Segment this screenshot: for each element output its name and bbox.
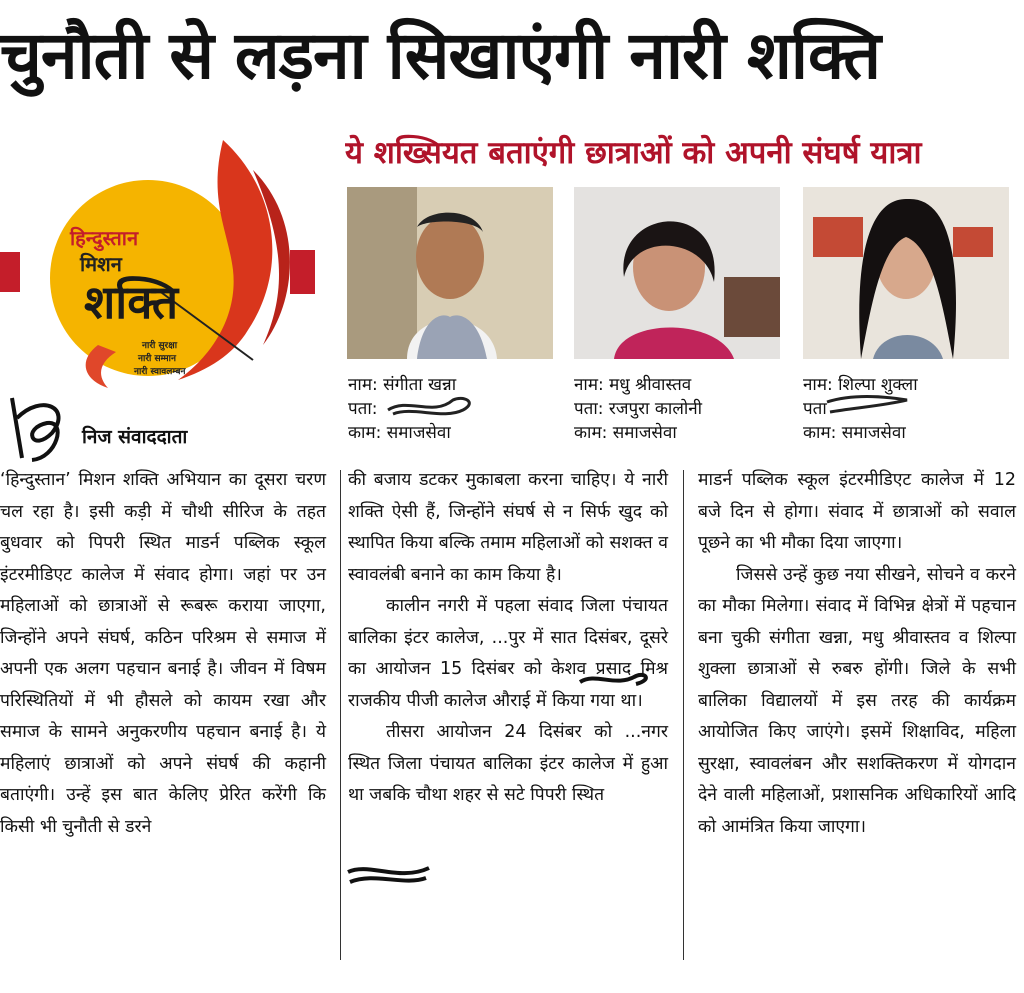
photo-profile-1 — [347, 187, 553, 359]
profile-work: काम: समाजसेवा — [348, 423, 451, 443]
redaction-scribble — [344, 860, 434, 890]
profile-address: पता — [803, 399, 827, 419]
logo-tagline-3: नारी स्वावलम्बन — [134, 367, 186, 377]
photo-profile-3 — [803, 187, 1009, 359]
mission-shakti-logo — [38, 130, 318, 390]
article-paragraph: माडर्न पब्लिक स्कूल इंटरमीडिएट कालेज में 12 बजे दिन से होगा। संवाद में छात्राओं को सवाल पूछने का भी मौका दिया जाएगा। — [698, 470, 1016, 553]
subheadline: ये शख्सियत बताएंगी छात्राओं को अपनी संघर्ष यात्रा — [345, 135, 922, 171]
redaction-scribble — [383, 392, 483, 422]
column-divider — [340, 470, 341, 960]
photo-profile-2 — [574, 187, 780, 359]
logo-shakti: शक्ति — [84, 275, 179, 329]
article-column-2 — [348, 465, 668, 812]
article-column-3 — [698, 465, 1016, 843]
profile-name: नाम: संगीता खन्ना — [348, 375, 457, 395]
profile-work: काम: समाजसेवा — [803, 423, 906, 443]
column-divider — [683, 470, 684, 960]
redaction-scribble — [822, 392, 912, 420]
caption-profile-2 — [574, 373, 702, 445]
byline: निज संवाददाता — [82, 426, 188, 448]
headline: चुनौती से लड़ना सिखाएंगी नारी शक्ति — [0, 17, 880, 94]
profile-address: पता: — [348, 399, 378, 419]
profile-name: नाम: मधु श्रीवास्तव — [574, 375, 692, 395]
profile-work: काम: समाजसेवा — [574, 423, 677, 443]
article-paragraph: की बजाय डटकर मुकाबला करना चाहिए। ये नारी शक्ति ऐसी हैं, जिन्होंने संघर्ष से न सिर्फ खुद को स्थापित किया बल्कि तमाम महिलाओं को सशक्त व स्वावलंबी बनाने का काम किया है। — [348, 470, 668, 585]
article-paragraph: तीसरा आयोजन 24 दिसंबर को ...नगर स्थित जिला पंचायत बालिका इंटर कालेज में हुआ था जबकि चौथा शहर से सटे पिपरी स्थित — [348, 722, 668, 805]
logo-mission: मिशन — [80, 252, 122, 276]
article-paragraph: ‘हिन्दुस्तान’ मिशन शक्ति अभियान का दूसरा चरण चल रहा है। इसी कड़ी में चौथी सीरिज के तहत बुधवार को पिपरी स्थित माडर्न पब्लिक स्कूल इंटरमीडिएट कालेज में संवाद होगा। जहां पर उन महिलाओं को छात्राओं से रूबरू कराया जाएगा, जिन्होंने अपने संघर्ष, कठिन परिश्रम से समाज में अपनी एक अलग पहचान बनाई है। जीवन में विषम परिस्थितियों में भी हौसले को कायम रखा और समाज के सामने अनुकरणीय पहचान बनाई है। ये महिलाएं छात्राओं को अपने संघर्ष की कहानी बताएंगी। उन्हें इस बात केलिए प्रेरित करेंगी कि किसी भी चुनौती से डरने — [0, 470, 326, 837]
logo-brand: हिन्दुस्तान — [70, 226, 139, 250]
article-paragraph: कालीन नगरी में पहला संवाद जिला पंचायत बालिका इंटर कालेज, ...पुर में सात दिसंबर, दूसरे का आयोजन 15 दिसंबर को केशव प्रसाद मिश्र राजकीय पीजी कालेज औराई में किया गया था। — [348, 596, 668, 711]
article-paragraph: जिससे उन्हें कुछ नया सीखने, सोचने व करने का मौका मिलेगा। संवाद में विभिन्न क्षेत्रों में पहचान बना चुकी संगीता खन्ना, मधु श्रीवास्तव व शिल्पा शुक्ला छात्राओं से रुबरु होंगी। जिले के सभी बालिका विद्यालयों में इस तरह की कार्यक्रम आयोजित किए जाएंगे। इसमें शिक्षाविद, महिला सुरक्षा, स्वावलंबन और सशक्तिकरण में योगदान देने वाली महिलाओं, प्रशासनिक अधिकारियों आदि को आमंत्रित किया जाएगा। — [698, 564, 1016, 837]
article-column-1 — [0, 465, 326, 843]
logo-tagline-2: नारी सम्मान — [138, 354, 176, 364]
logo-tagline-1: नारी सुरक्षा — [142, 341, 178, 351]
profile-address: पता: रजपुरा कालोनी — [574, 399, 703, 419]
profile-name: नाम: शिल्पा शुक्ला — [803, 375, 918, 395]
